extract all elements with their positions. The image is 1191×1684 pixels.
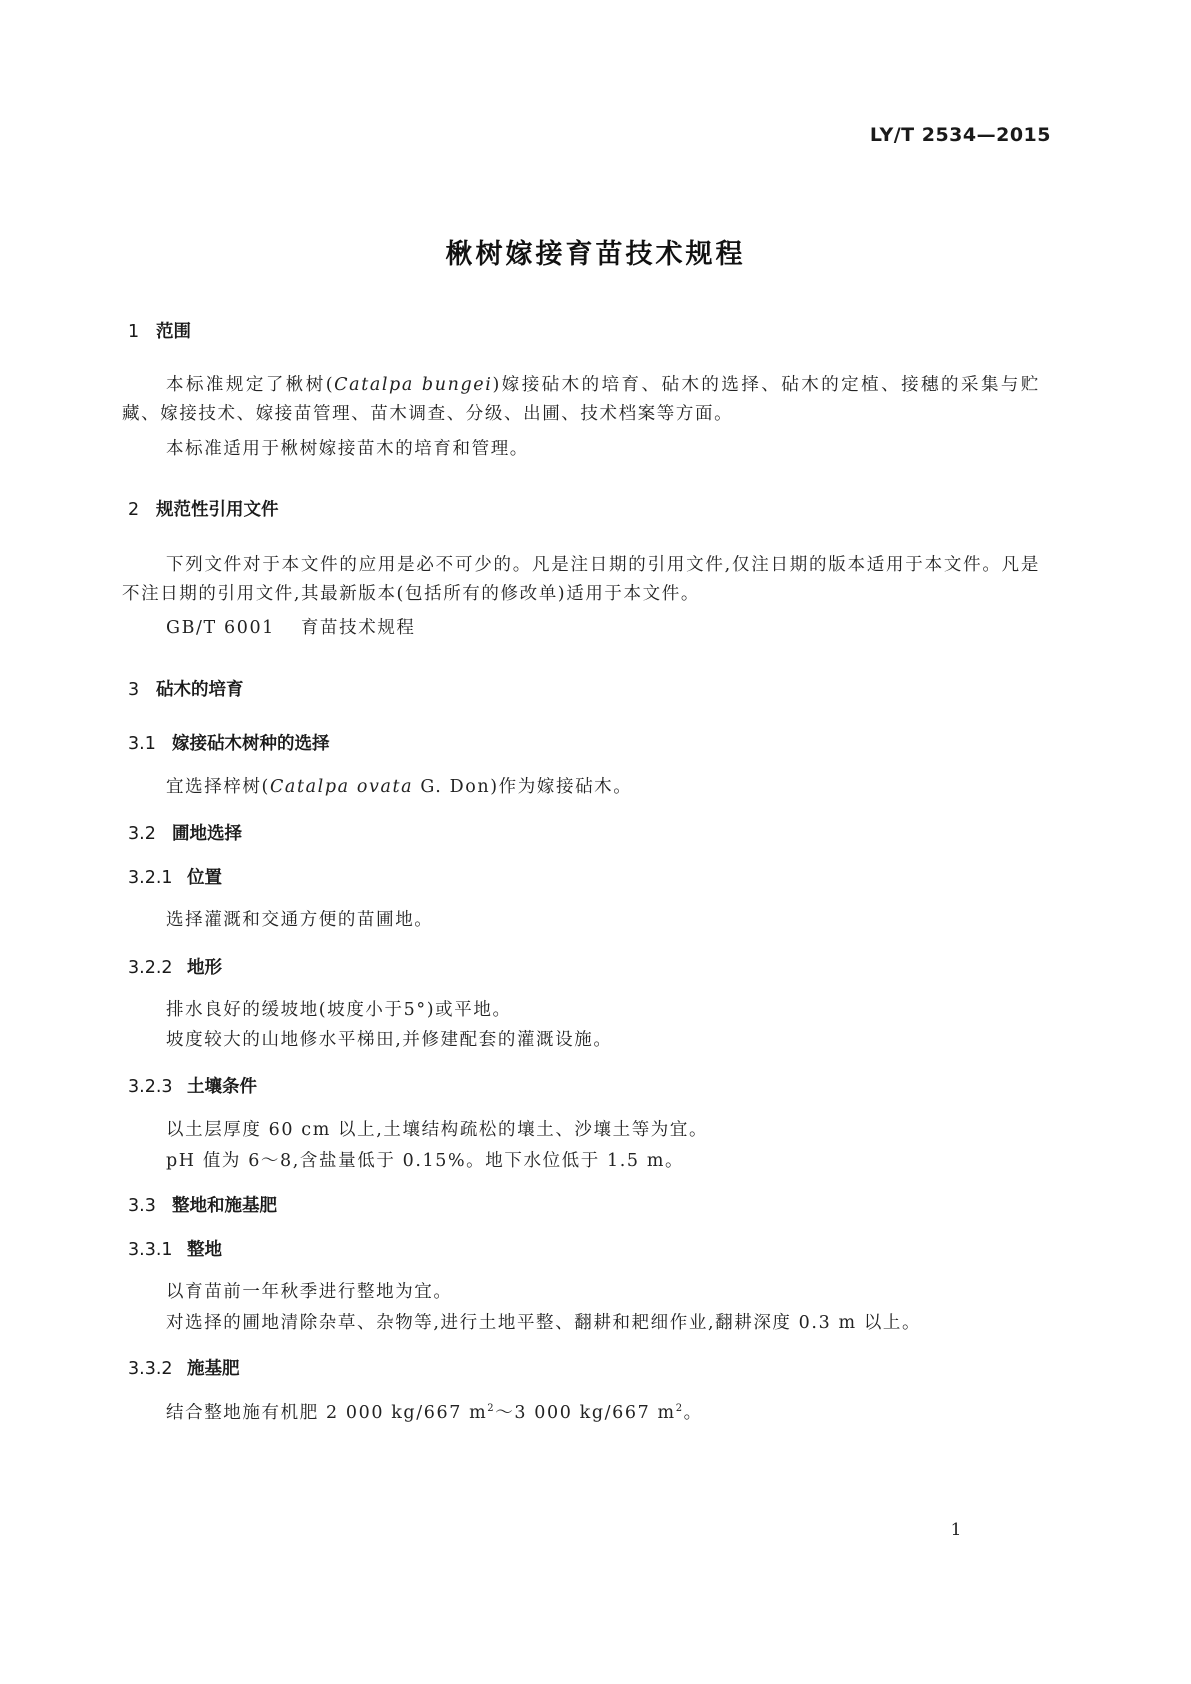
scope-applicability: 本标准适用于楸树嫁接苗木的培育和管理。 <box>166 439 529 459</box>
site-prep-text-2: 对选择的圃地清除杂草、杂物等,进行土地平整、翻耕和耙细作业,翻耕深度 0.3 m 以上。 <box>166 1313 922 1333</box>
section-number: 3.2.1 <box>128 868 173 888</box>
section-number: 2 <box>128 500 140 520</box>
section-title: 圃地选择 <box>172 824 242 844</box>
superscript: 2 <box>675 1403 684 1414</box>
text-run: )嫁接砧木的培育、砧木的选择、砧木的定植、接穗的采集与贮藏、嫁接技术、嫁接苗管理、苗木调查、分级、出圃、技术档案等方面。 <box>122 375 1040 424</box>
section-3-3-heading <box>128 1192 277 1217</box>
text-run: 宜选择梓树( <box>166 777 270 797</box>
section-number: 3.3.1 <box>128 1240 173 1260</box>
section-title: 范围 <box>156 322 191 342</box>
reference-item <box>166 614 416 639</box>
references-paragraph: 下列文件对于本文件的应用是必不可少的。凡是注日期的引用文件,仅注日期的版本适用于本文件。凡是不注日期的引用文件,其最新版本(包括所有的修改单)适用于本文件。 <box>122 555 1040 604</box>
base-fertilizer-text <box>166 1399 703 1424</box>
section-number: 3.3.2 <box>128 1359 173 1379</box>
section-number: 3.2.3 <box>128 1077 173 1097</box>
terrain-text-2: 坡度较大的山地修水平梯田,并修建配套的灌溉设施。 <box>166 1030 613 1050</box>
soil-text-2: pH 值为 6～8,含盐量低于 0.15%。地下水位低于 1.5 m。 <box>166 1151 685 1171</box>
text-run: 本标准规定了楸树( <box>166 375 335 395</box>
section-number: 3.1 <box>128 734 156 754</box>
scope-paragraph <box>122 371 1040 429</box>
scientific-name: Catalpa ovata <box>269 777 414 797</box>
section-3-2-3-heading <box>128 1073 257 1098</box>
site-prep-text-1: 以育苗前一年秋季进行整地为宜。 <box>166 1282 453 1302</box>
section-number: 3.2.2 <box>128 958 173 978</box>
section-title: 地形 <box>187 958 222 978</box>
page-number: 1 <box>950 1520 963 1540</box>
document-title: 楸树嫁接育苗技术规程 <box>445 239 746 270</box>
section-number: 3.3 <box>128 1196 156 1216</box>
section-title: 规范性引用文件 <box>156 500 279 520</box>
text-run: 结合整地施有机肥 2 000 kg/667 m <box>166 1403 488 1423</box>
section-3-1-heading <box>128 730 330 755</box>
section-3-2-heading <box>128 820 242 845</box>
superscript: 2 <box>487 1403 496 1414</box>
text-run: G. Don)作为嫁接砧木。 <box>413 777 633 797</box>
section-number: 1 <box>128 322 140 342</box>
scientific-name: Catalpa bungei <box>334 375 493 395</box>
terrain-text-1: 排水良好的缓坡地(坡度小于5°)或平地。 <box>166 1000 512 1020</box>
section-3-3-2-heading <box>128 1355 240 1380</box>
section-3-3-1-heading <box>128 1236 222 1261</box>
reference-code: GB/T 6001 <box>166 618 275 638</box>
text-run: 。 <box>683 1403 703 1423</box>
section-1-heading <box>128 318 191 343</box>
section-title: 嫁接砧木树种的选择 <box>172 734 330 754</box>
section-title: 砧木的培育 <box>156 680 244 700</box>
section-title: 位置 <box>187 868 222 888</box>
section-3-2-2-heading <box>128 954 222 979</box>
section-number: 3 <box>128 680 140 700</box>
section-title: 整地 <box>187 1240 222 1260</box>
soil-text-1: 以土层厚度 60 cm 以上,土壤结构疏松的壤土、沙壤土等为宜。 <box>166 1120 709 1140</box>
text-run: ～3 000 kg/667 m <box>495 1403 676 1423</box>
section-number: 3.2 <box>128 824 156 844</box>
standard-number: LY/T 2534—2015 <box>869 124 1051 146</box>
rootstock-species-text <box>166 773 632 798</box>
section-title: 施基肥 <box>187 1359 240 1379</box>
section-3-2-1-heading <box>128 864 222 889</box>
section-title: 土壤条件 <box>187 1077 257 1097</box>
section-title: 整地和施基肥 <box>172 1196 277 1216</box>
location-text: 选择灌溉和交通方便的苗圃地。 <box>166 910 434 930</box>
section-3-heading <box>128 676 244 701</box>
section-2-heading <box>128 496 279 521</box>
reference-title: 育苗技术规程 <box>300 618 416 638</box>
